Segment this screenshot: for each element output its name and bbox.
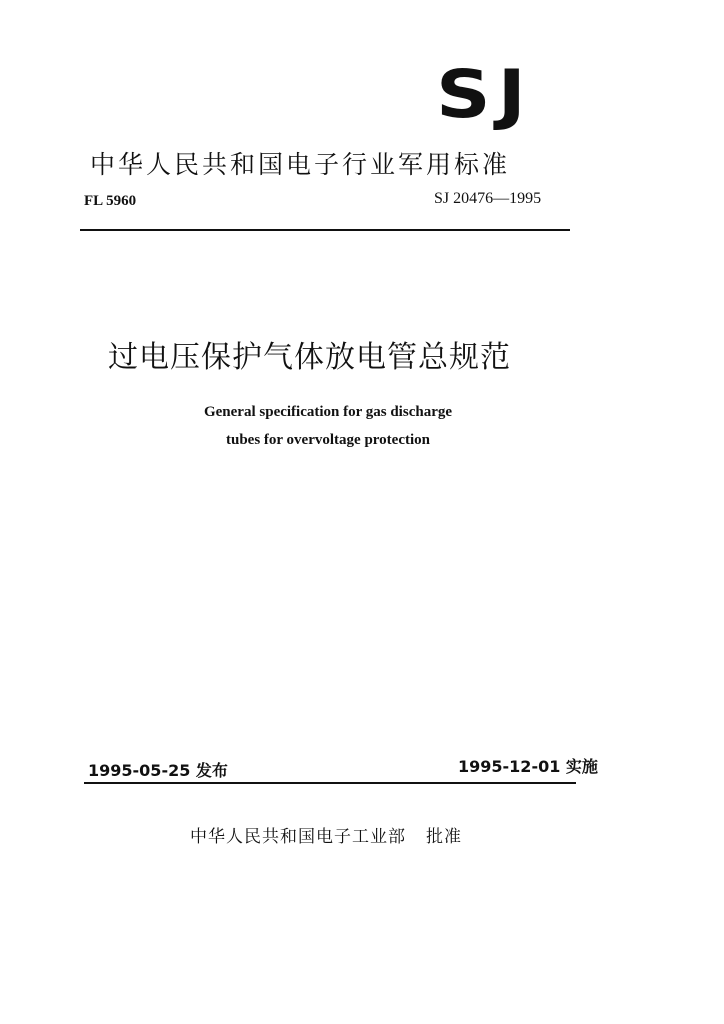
implementation-date: 1995-12-01 实施 (458, 757, 598, 776)
classification-code: FL 5960 (84, 193, 137, 209)
header-divider (80, 229, 570, 231)
english-title-line-1: General specification for gas discharge (203, 404, 453, 420)
issue-date: 1995-05-25 发布 (88, 761, 228, 780)
sj-logo: SJ (436, 56, 533, 133)
department-title: 中华人民共和国电子行业军用标准 (90, 150, 511, 179)
approval-line (190, 822, 462, 847)
footer-divider (84, 782, 576, 784)
approving-authority: 中华人民共和国电子工业部 (190, 827, 406, 847)
standard-number: SJ 20476—1995 (434, 190, 542, 207)
approval-label: 批准 (426, 827, 462, 847)
document-title-english (150, 398, 506, 454)
english-title-line-2: tubes for overvoltage protection (226, 432, 430, 448)
document-title-chinese: 过电压保护气体放电管总规范 (108, 340, 511, 375)
